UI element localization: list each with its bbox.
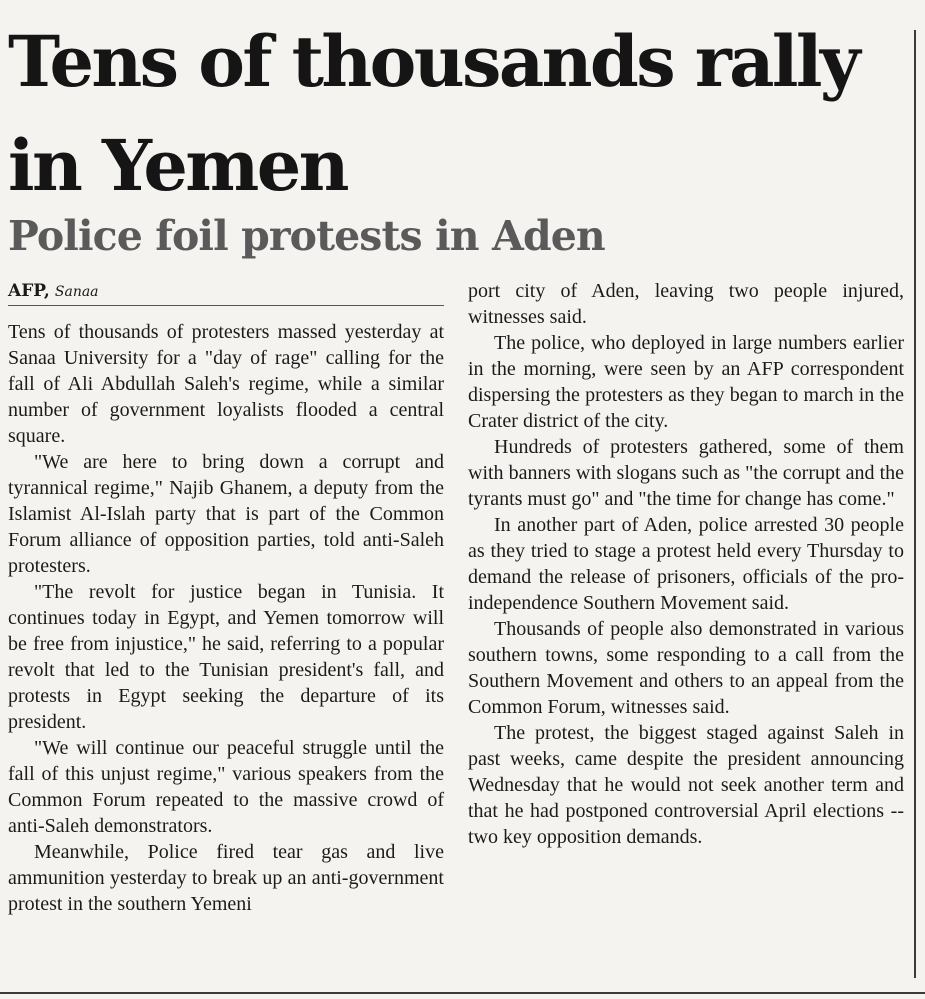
article-paragraph: In another part of Aden, police arrested 30 people as they tried to stage a protest held every Thursday to demand the release of prisoners, officials of the pro-independence Southern Movement said.	[468, 514, 904, 614]
headline: Tens of thousands rally in Yemen	[8, 20, 858, 207]
byline-agency: AFP,	[8, 281, 50, 301]
article-paragraph: Meanwhile, Police fired tear gas and live ammunition yesterday to break up an anti-government protest in the southern Yemeni	[8, 841, 444, 915]
byline-location: Sanaa	[54, 284, 99, 300]
article-paragraph: Hundreds of protesters gathered, some of them with banners with slogans such as "the corrupt and the tyrants must go" and "the time for change has come."	[468, 436, 904, 510]
page-rule-bottom	[0, 992, 925, 994]
article-column-right	[468, 278, 904, 850]
subheadline: Police foil protests in Aden	[8, 212, 605, 260]
column-rule-right	[914, 30, 916, 978]
article-paragraph: Tens of thousands of protesters massed yesterday at Sanaa University for a "day of rage" calling for the fall of Ali Abdullah Saleh's regime, while a similar number of government loyalists flooded a central square.	[8, 321, 444, 447]
article-paragraph: "We will continue our peaceful struggle until the fall of this unjust regime," various speakers from the Common Forum repeated to the massive crowd of anti-Saleh demonstrators.	[8, 737, 444, 837]
byline	[8, 279, 444, 303]
article-paragraph: Thousands of people also demonstrated in various southern towns, some responding to a call from the Southern Movement and others to an appeal from the Common Forum, witnesses said.	[468, 618, 904, 718]
article-paragraph: "We are here to bring down a corrupt and tyrannical regime," Najib Ghanem, a deputy from the Islamist Al-Islah party that is part of the Common Forum alliance of opposition parties, told anti-Saleh protesters.	[8, 451, 444, 577]
article-paragraph: "The revolt for justice began in Tunisia. It continues today in Egypt, and Yemen tomorrow will be free from injustice," he said, referring to a popular revolt that led to the Tunisian president's fall, and protests in Egypt seeking the departure of its president.	[8, 581, 444, 733]
article-paragraph: The protest, the biggest staged against Saleh in past weeks, came despite the president announcing Wednesday that he would not seek another term and that he had postponed controversial April elections -- two key opposition demands.	[468, 722, 904, 848]
article-paragraph: The police, who deployed in large numbers earlier in the morning, were seen by an AFP correspondent dispersing the protesters as they began to march in the Crater district of the city.	[468, 332, 904, 432]
byline-divider	[8, 305, 444, 306]
article-paragraph: port city of Aden, leaving two people injured, witnesses said.	[468, 280, 904, 328]
article-column-left	[8, 319, 444, 917]
